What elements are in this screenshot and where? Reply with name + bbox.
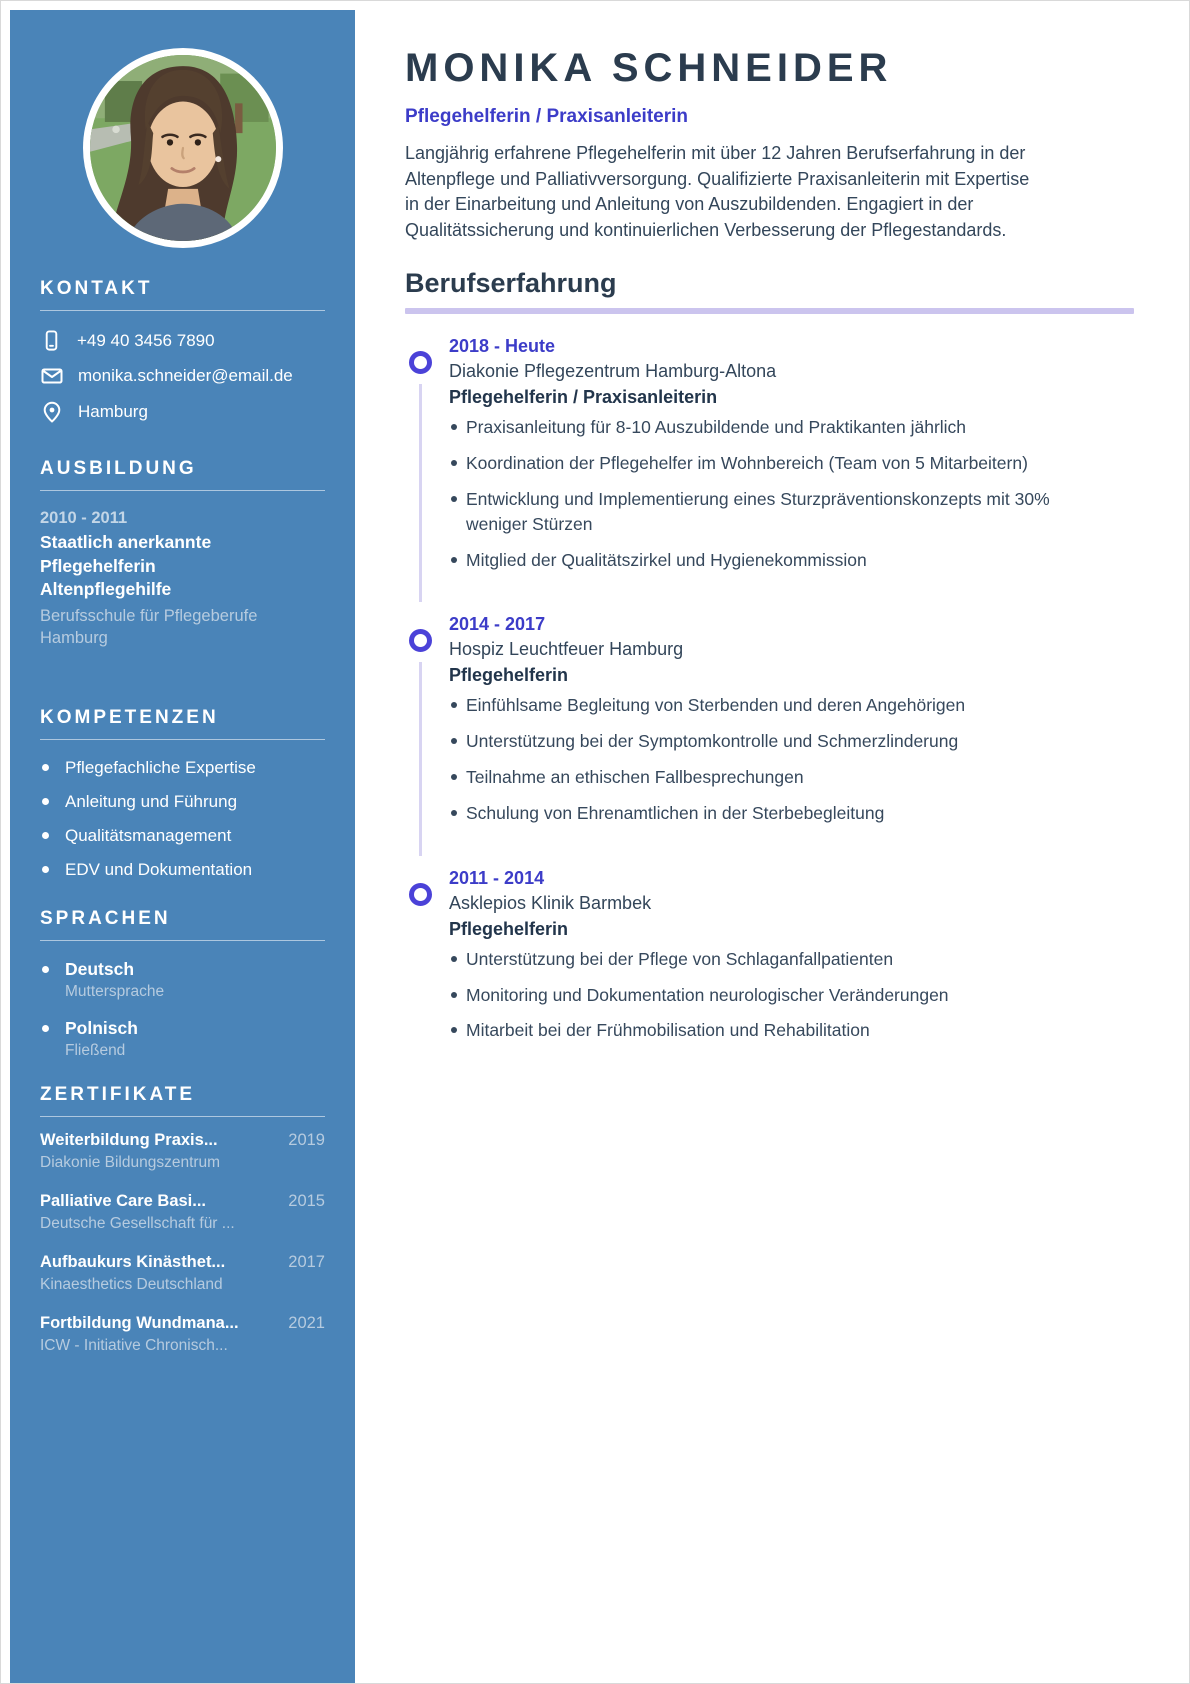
certificates-list [40,1131,325,1355]
entry-company: Asklepios Klinik Barmbek [449,892,652,913]
certificate-issuer: Deutsche Gesellschaft für ... [40,1215,235,1233]
profile-summary: Langjährig erfahrene Pflegehelferin mit über 12 Jahren Berufserfahrung in der Altenpflege und Palliativversorgung. Qualifizierte Praxisanleiterin mit Expertise in der Einarbeitung und Anleitung von Auszubildenden. Engagiert in der Qualitätssicherung und kontinuierlichen Verbesserung der Pflegestandards. [405,143,1030,240]
competencies-list [40,758,325,880]
certificate-item [40,1253,325,1294]
certificate-item [40,1314,325,1355]
entry-bullets [449,415,1064,572]
language-level: Fließend [65,1042,126,1060]
location-text: Hamburg [78,402,148,421]
experience-timeline [405,336,1134,1043]
entry-role: Pflegehelferin [449,665,569,686]
experience-heading-underline [405,308,1134,314]
entry-bullet: Einfühlsame Begleitung von Sterbenden und deren Angehörigen [449,693,1064,718]
certificate-name: Weiterbildung Praxis... [40,1131,218,1150]
certificate-name: Fortbildung Wundmana... [40,1314,239,1333]
entry-bullet: Praxisanleitung für 8-10 Auszubildende und Praktikanten jährlich [449,415,1064,440]
main-content [355,10,1180,1043]
person-job-title: Pflegehelferin / Praxisanleiterin [405,106,688,127]
education-title: Staatlich anerkannte Pflegehelferin Altenpflegehilfe [40,532,212,600]
contact-location [40,400,325,424]
languages-heading: SPRACHEN [40,908,171,930]
education-entry [40,509,325,649]
divider [40,310,325,311]
language-name: Polnisch [65,1018,138,1039]
location-icon [40,400,64,424]
profile-photo [83,48,283,248]
phone-text: +49 40 3456 7890 [77,330,215,350]
experience-entry [405,868,1134,1044]
email-text: monika.schneider@email.de [78,366,293,385]
competency-item: Pflegefachliche Expertise [40,758,325,778]
experience-entry [405,614,1134,825]
certificate-item [40,1131,325,1172]
contact-phone [40,329,325,352]
contact-heading: KONTAKT [40,278,153,299]
experience-heading: Berufserfahrung [405,268,617,299]
entry-period: 2018 - Heute [449,336,556,357]
competency-item: Qualitätsmanagement [40,826,325,846]
competencies-section [40,707,325,880]
entry-bullet: Mitarbeit bei der Frühmobilisation und Rehabilitation [449,1018,1064,1043]
competency-item: EDV und Dokumentation [40,860,325,880]
certificate-issuer: Kinaesthetics Deutschland [40,1276,223,1294]
certificates-section [40,1084,325,1355]
entry-role: Pflegehelferin / Praxisanleiterin [449,387,718,408]
entry-company: Diakonie Pflegezentrum Hamburg-Altona [449,361,777,382]
education-section [40,458,325,649]
languages-section [40,908,325,1060]
language-item [40,1018,325,1060]
certificate-year: 2015 [288,1192,325,1211]
entry-bullet: Monitoring und Dokumentation neurologischer Veränderungen [449,983,1064,1008]
entry-bullet: Koordination der Pflegehelfer im Wohnbereich (Team von 5 Mitarbeitern) [449,451,1064,476]
contact-email [40,364,325,388]
entry-role: Pflegehelferin [449,918,569,939]
entry-bullet: Schulung von Ehrenamtlichen in der Sterbebegleitung [449,801,1064,826]
education-heading: AUSBILDUNG [40,458,197,479]
competency-item: Anleitung und Führung [40,792,325,812]
certificate-issuer: Diakonie Bildungszentrum [40,1154,221,1172]
education-period: 2010 - 2011 [40,509,128,527]
education-institution: Berufsschule für Pflegeberufe Hamburg [40,606,258,648]
divider [40,940,325,941]
language-name: Deutsch [65,959,135,980]
certificate-year: 2019 [288,1131,325,1150]
entry-period: 2011 - 2014 [449,867,545,888]
entry-bullet: Entwicklung und Implementierung eines Sturzpräventionskonzepts mit 30% weniger Stürzen [449,487,1064,537]
languages-list [40,959,325,1060]
certificate-year: 2017 [288,1253,325,1272]
person-name: MONIKA SCHNEIDER [405,46,893,90]
sidebar [10,10,355,1683]
certificate-name: Palliative Care Basi... [40,1192,207,1211]
resume-sheet [10,10,1180,1683]
certificate-year: 2021 [288,1314,325,1333]
divider [40,1116,325,1117]
divider [40,490,325,491]
entry-bullets [449,693,1064,825]
entry-bullet: Mitglied der Qualitätszirkel und Hygienekommission [449,548,1064,573]
certificate-name: Aufbaukurs Kinästhet... [40,1253,226,1272]
divider [40,739,325,740]
phone-icon [40,329,63,352]
entry-period: 2014 - 2017 [449,614,546,635]
portrait-illustration [90,55,276,241]
contact-section [40,278,325,424]
language-item [40,959,325,1001]
certificate-issuer: ICW - Initiative Chronisch... [40,1337,228,1355]
entry-bullet: Unterstützung bei der Pflege von Schlaganfallpatienten [449,947,1064,972]
experience-entry [405,336,1134,572]
entry-bullet: Teilnahme an ethischen Fallbesprechungen [449,765,1064,790]
entry-company: Hospiz Leuchtfeuer Hamburg [449,639,684,660]
entry-bullet: Unterstützung bei der Symptomkontrolle und Schmerzlinderung [449,729,1064,754]
certificates-heading: ZERTIFIKATE [40,1084,196,1106]
language-level: Muttersprache [65,983,165,1001]
entry-bullets [449,947,1064,1044]
certificate-item [40,1192,325,1233]
email-icon [40,364,64,388]
competencies-heading: KOMPETENZEN [40,707,219,729]
